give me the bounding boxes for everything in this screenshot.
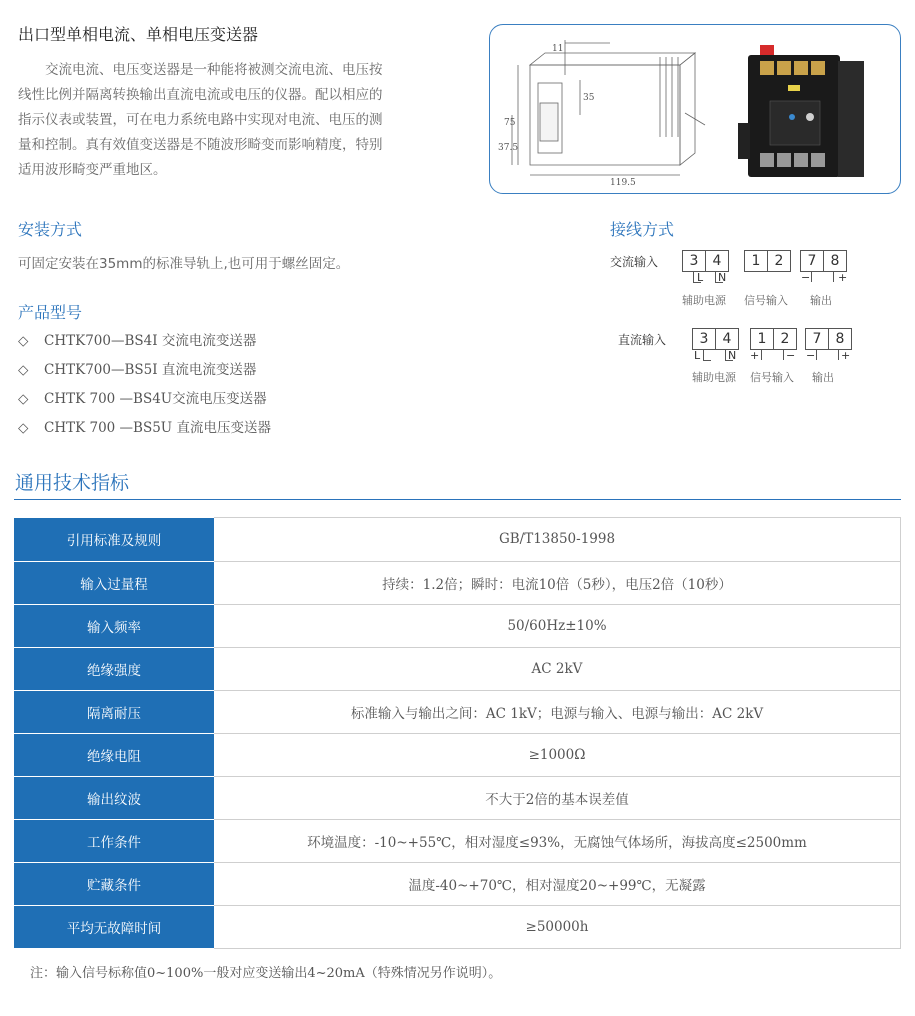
terminal-caption: 输出 — [810, 294, 832, 307]
install-text: 可固定安装在35mm的标准导轨上,也可用于螺丝固定。 — [18, 256, 350, 272]
diamond-icon: ◇ — [18, 420, 29, 436]
terminal-symbol: N — [718, 271, 727, 284]
terminal-block-aux: 3 4 — [692, 328, 739, 350]
terminal-symbol: + — [750, 349, 760, 362]
terminal-block-aux: 3 4 — [682, 250, 729, 272]
diamond-icon: ◇ — [18, 362, 29, 378]
terminal-block-signal: 1 2 — [750, 328, 797, 350]
product-image-panel — [489, 24, 901, 194]
dim-label: 119.5 — [610, 178, 636, 188]
table-row: 平均无故障时间 ≥50000h — [14, 905, 901, 948]
model-item: ◇ CHTK700—BS4I 交流电流变送器 — [18, 333, 257, 349]
terminal-caption: 输出 — [812, 371, 834, 384]
model-item: ◇ CHTK700—BS5I 直流电流变送器 — [18, 362, 257, 378]
wiring-heading: 接线方式 — [610, 220, 675, 239]
model-item: ◇ CHTK 700 —BS5U 直流电压变送器 — [18, 420, 271, 436]
terminal-caption: 信号输入 — [750, 371, 794, 384]
dim-label: 35 — [583, 93, 595, 103]
intro-line: 量和控制。真有效值变送器是不随波形畸变而影响精度，特别 — [18, 137, 383, 153]
table-row: 输入频率 50/60Hz±10% — [14, 604, 901, 647]
table-row: 贮藏条件 温度-40~+70℃，相对湿度20~+99℃，无凝露 — [14, 862, 901, 905]
terminal-symbol: − — [786, 349, 796, 362]
terminal-block-output: 7 8 — [805, 328, 852, 350]
table-row: 绝缘电阻 ≥1000Ω — [14, 733, 901, 776]
ac-input-label: 交流输入 — [610, 255, 659, 269]
terminal-symbol: + — [838, 271, 848, 284]
table-row: 输入过量程 持续：1.2倍；瞬时：电流10倍（5秒），电压2倍（10秒） — [14, 561, 901, 604]
divider — [14, 499, 901, 500]
page-title: 出口型单相电流、单相电压变送器 — [18, 25, 259, 44]
terminal-block-signal: 1 2 — [744, 250, 791, 272]
dc-input-label: 直流输入 — [618, 333, 667, 347]
terminal-symbol: L — [694, 349, 701, 362]
terminal-symbol: + — [841, 349, 851, 362]
intro-line: 交流电流、电压变送器是一种能将被测交流电流、电压按 — [45, 62, 383, 78]
terminal-symbol: N — [728, 349, 737, 362]
dimension-drawing — [490, 25, 900, 193]
table-row: 工作条件 环境温度：-10~+55℃，相对湿度≤93%，无腐蚀气体场所，海拔高度≤2500mm — [14, 819, 901, 862]
intro-paragraph — [18, 58, 466, 183]
terminal-block-output: 7 8 — [800, 250, 847, 272]
specs-table — [14, 517, 901, 949]
terminal-caption: 信号输入 — [744, 294, 788, 307]
diamond-icon: ◇ — [18, 333, 29, 349]
intro-line: 线性比例并隔离转换输出直流电流或电压的仪器。配以相应的 — [18, 87, 383, 103]
table-row: 引用标准及规则 GB/T13850-1998 — [14, 518, 901, 562]
footnote: 注：输入信号标称值0~100%一般对应变送输出4~20mA（特殊情况另作说明）。 — [30, 966, 502, 981]
diamond-icon: ◇ — [18, 391, 29, 407]
terminal-symbol: L — [697, 271, 704, 284]
table-row: 输出纹波 不大于2倍的基本误差值 — [14, 776, 901, 819]
dim-label: 37.5 — [498, 143, 519, 153]
terminal-caption: 辅助电源 — [692, 371, 736, 384]
intro-line: 适用波形畸变严重地区。 — [18, 162, 167, 178]
terminal-symbol: − — [806, 349, 816, 362]
model-item: ◇ CHTK 700 —BS4U交流电压变送器 — [18, 391, 267, 407]
specs-heading: 通用技术指标 — [15, 472, 130, 494]
product-photo — [738, 45, 864, 177]
terminal-caption: 辅助电源 — [682, 294, 726, 307]
install-heading: 安装方式 — [18, 220, 83, 239]
intro-line: 指示仪表或装置，可在电力系统电路中实现对电流、电压的测 — [18, 112, 383, 128]
dim-label: 75 — [504, 118, 516, 128]
dim-label: 11 — [552, 44, 564, 54]
table-row: 绝缘强度 AC 2kV — [14, 647, 901, 690]
table-row: 隔离耐压 标准输入与输出之间：AC 1kV；电源与输入、电源与输出：AC 2kV — [14, 690, 901, 733]
models-heading: 产品型号 — [18, 303, 83, 322]
terminal-symbol: − — [801, 271, 811, 284]
